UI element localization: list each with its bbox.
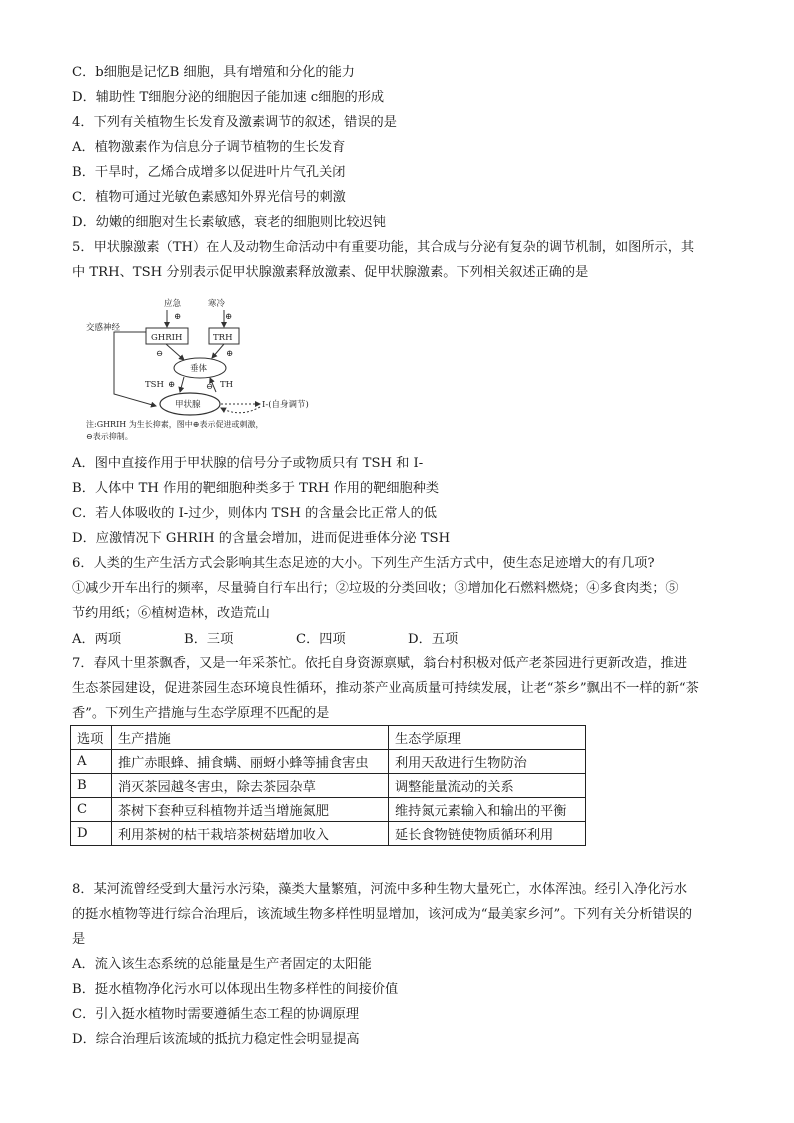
table-cell: 利用茶树的枯干栽培茶树菇增加收入 [112,822,389,846]
q4-stem: 4．下列有关植物生长发育及激素调节的叙述，错误的是 [72,115,397,130]
q8-stem-line3: 是 [72,932,86,947]
thyroid-regulation-diagram [84,294,340,444]
q4-option-c: C．植物可通过光敏色素感知外界光信号的刺激 [72,190,346,205]
q6-options [72,630,722,650]
pituitary-label: 垂体 [190,364,208,374]
q6-option-d: D．五项 [408,632,459,647]
q5-option-a: A．图中直接作用于甲状腺的信号分子或物质只有 TSH 和 I- [72,456,424,471]
table-cell: 维持氮元素输入和输出的平衡 [389,798,586,822]
q6-items-line1: ①减少开车出行的频率，尽量骑自行车出行；②垃圾的分类回收；③增加化石燃料燃烧；④多食肉类；⑤ [72,581,679,596]
q4-option-b: B．干旱时，乙烯合成增多以促进叶片气孔关闭 [72,165,346,180]
q5-option-b: B．人体中 TH 作用的靶细胞种类多于 TRH 作用的靶细胞种类 [72,481,440,496]
q7-table [70,725,586,846]
cold-label: 寒冷 [208,299,226,309]
table-cell: D [71,822,112,846]
q6-option-c: C．四项 [296,632,346,647]
sympathetic-label: 交感神经 [86,323,121,333]
table-header-cell: 选项 [71,726,112,750]
q5-stem-line1: 5．甲状腺激素（TH）在人及动物生命活动中有重要功能，其合成与分泌有复杂的调节机制，如图所示，其 [72,240,695,255]
q5-stem-line2: 中 TRH、TSH 分别表示促甲状腺激素释放激素、促甲状腺激素。下列相关叙述正确的是 [72,265,589,280]
table-cell: 利用天敌进行生物防治 [389,750,586,774]
thyroid-label: 甲状腺 [175,400,201,410]
table-row [71,774,586,798]
table-cell: B [71,774,112,798]
q7-stem-line2: 生态茶园建设，促进茶园生态环境良性循环，推动茶产业高质量可持续发展，让老“茶乡”飘出不一样的新“茶 [72,681,699,696]
diagram-note-line2: ⊖表示抑制。 [86,432,133,441]
q7-stem-line3: 香”。下列生产措施与生态学原理不匹配的是 [72,706,330,721]
table-cell: A [71,750,112,774]
q8-option-c: C．引入挺水植物时需要遵循生态工程的协调原理 [72,1007,360,1022]
q4-option-a: A．植物激素作为信息分子调节植物的生长发育 [72,140,346,155]
q6-stem: 6．人类的生产生活方式会影响其生态足迹的大小。下列生产生活方式中，使生态足迹增大的有几项? [72,556,655,571]
table-cell: 消灭茶园越冬害虫，除去茶园杂草 [112,774,389,798]
table-row [71,750,586,774]
q6-option-b: B．三项 [184,632,234,647]
stress-label: 应急 [164,299,182,309]
q8-stem-line1: 8．某河流曾经受到大量污水污染，藻类大量繁殖，河流中多种生物大量死亡，水体浑浊。经引入净化污水 [72,882,688,897]
table-cell: 推广赤眼蜂、捕食螨、丽蚜小蜂等捕食害虫 [112,750,389,774]
table-row [71,822,586,846]
q8-stem-line2: 的挺水植物等进行综合治理后，该流域生物多样性明显增加，该河成为“最美家乡河”。下列有关分析错误的 [72,907,693,922]
diagram-note-line1: 注:GHRIH 为生长抑素，图中⊕表示促进或刺激， [86,420,264,429]
table-cell: C [71,798,112,822]
q5-option-c: C．若人体吸收的 I-过少，则体内 TSH 的含量会比正常人的低 [72,506,437,521]
q3-option-d: D．辅助性 T细胞分泌的细胞因子能加速 c细胞的形成 [72,90,385,105]
q6-items-line2: 节约用纸；⑥植树造林，改造荒山 [72,606,270,621]
plus-stress: ⊕ [174,312,182,322]
trh-label: TRH [213,333,233,343]
q4-option-d: D．幼嫩的细胞对生长素敏感，衰老的细胞则比较迟钝 [72,215,386,230]
iodine-label: I-(自身调节) [262,400,309,410]
q3-option-c: C．b细胞是记忆B 细胞，具有增殖和分化的能力 [72,65,355,80]
plus-tsh: ⊕ [168,380,176,390]
table-cell: 延长食物链使物质循环利用 [389,822,586,846]
q8-option-d: D．综合治理后该流域的抵抗力稳定性会明显提高 [72,1032,360,1047]
table-cell: 调整能量流动的关系 [389,774,586,798]
minus-ghrih: ⊖ [156,349,164,359]
q8-option-b: B．挺水植物净化污水可以体现出生物多样性的间接价值 [72,982,399,997]
minus-th: ⊖ [206,382,214,392]
ghrih-label: GHRIH [151,333,183,343]
plus-trh: ⊕ [226,349,234,359]
plus-cold: ⊕ [225,312,233,322]
q8-option-a: A．流入该生态系统的总能量是生产者固定的太阳能 [72,957,372,972]
table-row [71,798,586,822]
q6-option-a: A．两项 [72,632,122,647]
table-header-row [71,726,586,750]
table-header-cell: 生产措施 [112,726,389,750]
tsh-label: TSH [145,380,164,390]
q5-option-d: D．应激情况下 GHRIH 的含量会增加，进而促进垂体分泌 TSH [72,531,451,546]
q7-stem-line1: 7．春风十里茶飘香，又是一年采茶忙。依托自身资源禀赋，翁台村积极对低产老茶园进行更新改造，推进 [72,656,688,671]
th-label: TH [220,380,234,390]
table-header-cell: 生态学原理 [389,726,586,750]
table-cell: 茶树下套种豆科植物并适当增施氮肥 [112,798,389,822]
